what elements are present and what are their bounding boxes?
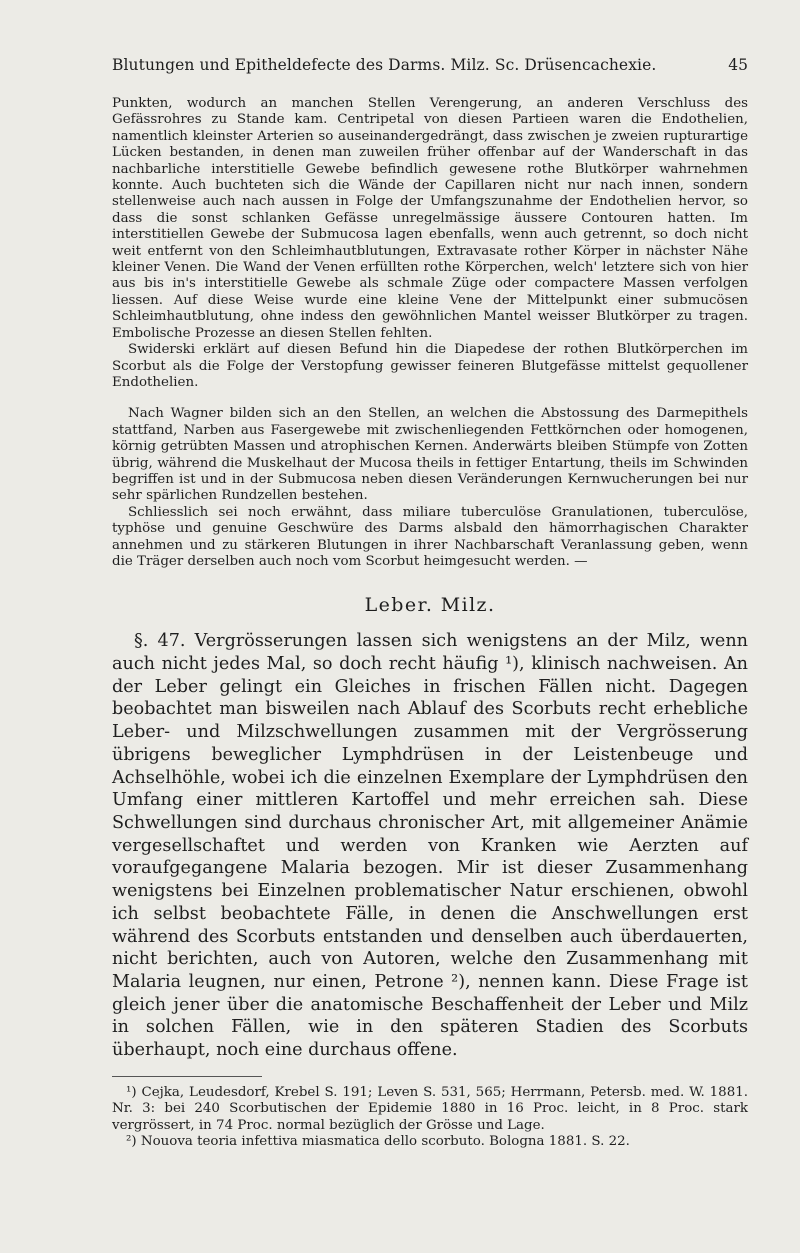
running-head xyxy=(112,56,748,74)
paragraph-wagner: Nach Wagner bilden sich an den Stellen, an welchen die Abstossung des Darmepithels stattfand, Narben aus Fasergewebe mit zwischenliegenden Fettkörnchen oder homogenen, körnig getrübten Massen und atrophischen Kernen. Anderwärts bleiben Stümpfe von Zotten übrig, während die Muskelhaut der Mucosa theils in fettiger Entartung, theils im Schwinden begriffen ist und in der Submucosa neben diesen Veränderungen Kernwucherungen bei nur sehr spärlichen Rundzellen bestehen. xyxy=(112,406,748,504)
footnote-1: ¹) Cejka, Leudesdorf, Krebel S. 191; Leven S. 531, 565; Herrmann, Petersb. med. W. 1881. Nr. 3: bei 240 Scorbutischen der Epidemie 1880 in 16 Proc. leicht, in 8 Proc. stark vergrössert, in 74 Proc. normal bezüglich der Grösse und Lage. xyxy=(112,1084,748,1133)
paragraph-capillaries: Punkten, wodurch an manchen Stellen Verengerung, an anderen Verschluss des Gefässrohres zu Stande kam. Centripetal von diesen Partieen waren die Endothelien, namentlich kleinster Arterien so auseinandergedrängt, dass zwischen je zweien rupturartige Lücken bestanden, in denen man zuweilen früher offenbar auf der Wanderschaft in das nachbarliche interstitielle Gewebe befindlich gewesene rothe Blutkörper wahrnehmen konnte. Auch buchteten sich die Wände der Capillaren nicht nur nach innen, sondern stellenweise auch nach aussen in Folge der Umfangszunahme der Endothelien hervor, so dass die sonst schlanken Gefässe unregelmässige äussere Contouren hatten. Im interstitiellen Gewebe der Submucosa lagen ebenfalls, wenn auch getrennt, so doch nicht weit entfernt von den Schleimhautblutungen, Extravasate rother Körper in nächster Nähe kleiner Venen. Die Wand der Venen erfüllten rothe Körperchen, welch' letztere sich von hier aus bis in's interstitielle Gewebe als schmale Züge oder compactere Massen verfolgen liessen. Auf diese Weise wurde eine kleine Vene der Mittelpunkt einer submucösen Schleimhautblutung, ohne indess den gewöhnlichen Mantel weisser Blutkörper zu tragen. Embolische Prozesse an diesen Stellen fehlten. xyxy=(112,96,748,341)
book-page xyxy=(112,56,748,1150)
paragraph-gap xyxy=(112,391,748,406)
running-head-title: Blutungen und Epitheldefecte des Darms. Milz. Sc. Drüsencachexie. xyxy=(112,56,657,74)
section-heading: Leber. Milz. xyxy=(364,594,496,617)
page-number: 45 xyxy=(728,56,748,74)
footnote-2: ²) Nouova teoria infettiva miasmatica dello scorbuto. Bologna 1881. S. 22. xyxy=(126,1133,630,1149)
paragraph-swiderski: Swiderski erklärt auf diesen Befund hin die Diapedese der rothen Blutkörperchen im Scorbut als die Folge der Verstopfung gewisser feineren Blutgefässe mittelst gequollener Endothelien. xyxy=(112,342,748,390)
paragraph-tuberculous: Schliesslich sei noch erwähnt, dass miliare tuberculöse Granulationen, tuberculöse, typhöse und genuine Geschwüre des Darms alsbald den hämorrhagischen Charakter annehmen und zu stärkeren Blutungen in ihrer Nachbarschaft Veranlassung geben, wenn die Träger derselben auch noch vom Scorbut heimgesucht werden. — xyxy=(112,504,748,569)
paragraph-section-47: §. 47. Vergrösserungen lassen sich wenigstens an der Milz, wenn auch nicht jedes Mal, so doch recht häufig ¹), klinisch nachweisen. An der Leber gelingt ein Gleiches in frischen Fällen nicht. Dagegen beobachtet man bisweilen nach Ablauf des Scorbuts recht erhebliche Leber- und Milzschwellungen zusammen mit der Vergrösserung übrigens beweglicher Lymphdrüsen in der Leistenbeuge und Achselhöhle, wobei ich die einzelnen Exemplare der Lymphdrüsen den Umfang einer mittleren Kartoffel und mehr erreichen sah. Diese Schwellungen sind durchaus chronischer Art, mit allgemeiner Anämie vergesellschaftet und werden von Kranken wie Aerzten auf voraufgegangene Malaria bezogen. Mir ist dieser Zusammenhang wenigstens bei Einzelnen problematischer Natur erschienen, obwohl ich selbst beobachtete Fälle, in denen die Anschwellungen erst während des Scorbuts entstanden und denselben auch überdauerten, nicht berichten, auch von Autoren, welche den Zusammenhang mit Malaria leugnen, nur einen, Petrone ²), nennen kann. Diese Frage ist gleich jener über die anatomische Beschaffenheit der Leber und Milz in solchen Fällen, wie in den späteren Stadien des Scorbuts überhaupt, noch eine durchaus offene. xyxy=(112,631,748,1061)
footnote-rule xyxy=(112,1076,262,1077)
